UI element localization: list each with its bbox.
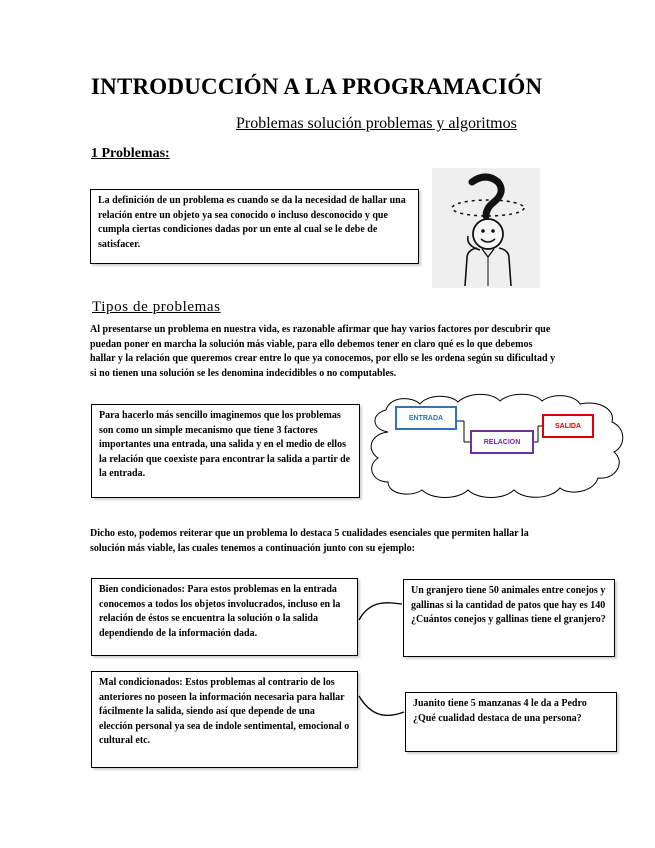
thinking-person-illustration bbox=[432, 168, 540, 288]
connector-arrow-1 bbox=[358, 598, 404, 624]
qualities-paragraph: Dicho esto, podemos reiterar que un problema lo destaca 5 cualidades esenciales que permiten hallar la solución más viable, las cuales tenemos a continuación junto con su ejemplo: bbox=[90, 528, 529, 554]
page-subtitle: Problemas solución problemas y algoritmos bbox=[236, 115, 517, 132]
well-conditioned-box: Bien condicionados: Para estos problemas en la entrada conocemos a todos los objetos involucrados, incluso en la relación de éstos se encuentra la solución o la salida dependiendo de la información dada. bbox=[91, 578, 358, 656]
salida-box: SALIDA bbox=[542, 414, 594, 438]
connector-arrow-2 bbox=[358, 692, 406, 722]
definition-box: La definición de un problema es cuando se da la necesidad de hallar una relación entre un objeto ya sea conocido o incluso desconocido y que cumpla ciertas condiciones dadas por un ente al cual se le debe de satisfacer. bbox=[90, 189, 419, 264]
thinking-person-icon bbox=[432, 168, 540, 288]
ill-conditioned-box: Mal condicionados: Estos problemas al contrario de los anteriores no poseen la información necesaria para hallar fácilmente la salida, siendo así que depende de una elección personal ya sea de índole sentimental, emocional o cultural etc. bbox=[91, 671, 358, 768]
section-heading-tipos: Tipos de problemas bbox=[92, 299, 221, 315]
flow-diagram-cloud bbox=[364, 392, 630, 502]
relacion-box: RELACION bbox=[470, 430, 534, 454]
intro-paragraph: Al presentarse un problema en nuestra vida, es razonable afirmar que hay varios factores por descubrir que puedan poner en marcha la solución más viable, para ello debemos tener en claro qué es lo que debemos hallar y la relación que queremos crear entre lo que ya conocemos, por ello se les ordena según su dificultad y si no tienen una solución se les denomina indecidibles o no computables. bbox=[90, 324, 556, 379]
section-heading-problemas: 1 Problemas: bbox=[91, 146, 170, 161]
mechanism-box: Para hacerlo más sencillo imaginemos que los problemas son como un simple mecanismo que tiene 3 factores importantes una entrada, una salida y en el medio de ellos la relación que coexiste para encontrar la salida a partir de la entrada. bbox=[91, 404, 360, 498]
example1-box: Un granjero tiene 50 animales entre conejos y gallinas si la cantidad de patos que hay es 140 ¿Cuántos conejos y gallinas tiene el granjero? bbox=[403, 579, 615, 657]
example2-box: Juanito tiene 5 manzanas 4 le da a Pedro ¿Qué cualidad destaca de una persona? bbox=[405, 692, 617, 752]
entrada-box: ENTRADA bbox=[395, 406, 457, 430]
page-title: INTRODUCCIÓN A LA PROGRAMACIÓN bbox=[91, 74, 543, 99]
